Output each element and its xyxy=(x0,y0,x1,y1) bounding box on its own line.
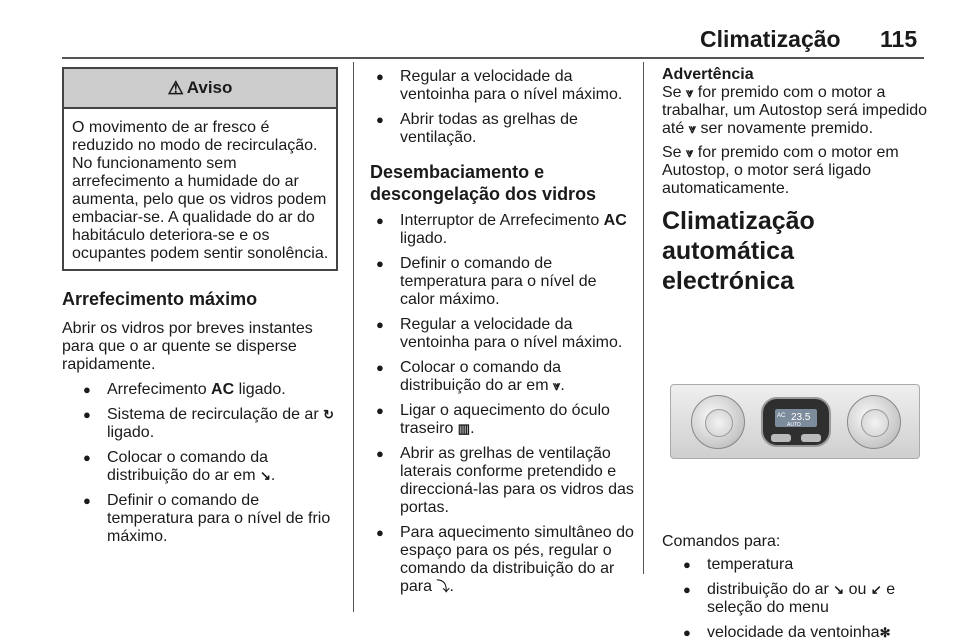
list-item: ● Definir o comando de temperatura para o nível de frio máximo. xyxy=(62,492,342,546)
defrost-icon: ⩔ xyxy=(686,145,694,160)
fan-speed-knob xyxy=(847,395,901,449)
warning-title: Aviso xyxy=(186,78,233,97)
display-button-right xyxy=(801,434,821,442)
defrost-icon: ⩔ xyxy=(688,121,697,136)
column-divider-2 xyxy=(643,62,644,574)
climate-control-panel-image xyxy=(662,322,924,517)
auto-climate-heading: Climatização automática electrónica xyxy=(662,207,815,295)
list-item: ● Colocar o comando da distribuição do ar em ⩔. xyxy=(370,359,635,395)
list-item: ● Interruptor de Arrefecimento AC ligado. xyxy=(370,212,635,248)
control-panel xyxy=(670,384,920,459)
list-item: ● Sistema de recirculação de ar ↻ ligado. xyxy=(62,406,342,442)
list-item: ● temperatura xyxy=(662,556,928,574)
svg-text:23.5: 23.5 xyxy=(791,412,811,423)
list-item: ● distribuição do ar ↘ ou ↙ e seleção do menu xyxy=(662,581,928,617)
header-title: Climatização xyxy=(700,26,841,52)
defrost-icon: ⩔ xyxy=(686,85,694,100)
max-cooling-list xyxy=(62,381,342,546)
list-item: ● Definir o comando de temperatura para o nível de calor máximo. xyxy=(370,255,635,309)
recirculation-icon: ↻ xyxy=(323,407,335,422)
climate-display xyxy=(761,397,831,447)
defrost-list xyxy=(370,212,635,596)
max-cooling-intro: Abrir os vidros por breves instantes para que o ar quente se disperse rapidamente. xyxy=(62,320,313,373)
rear-window-heating-icon: ▥ xyxy=(457,421,471,436)
controls-intro: Comandos para: xyxy=(662,533,781,550)
temperature-knob xyxy=(691,395,745,449)
defrost-heading: Desembaciamento e descongelação dos vidros xyxy=(370,162,597,204)
air-distribution-icon: ↘ xyxy=(833,582,845,597)
air-distribution-upper-icon: ↘ xyxy=(259,468,271,483)
note-paragraph-2: Se ⩔ for premido com o motor em Autostop, o motor será ligado automaticamente. xyxy=(662,144,899,197)
note-paragraph-1: Se ⩔ for premido com o motor a trabalhar, um Autostop será impedido até ⩔ ser novamente premido. xyxy=(662,84,928,137)
list-item: ● Arrefecimento AC ligado. xyxy=(62,381,342,399)
list-item: ● Abrir todas as grelhas de ventilação. xyxy=(370,111,635,147)
note-title: Advertência xyxy=(662,66,754,83)
air-distribution-windscreen-footwell-icon: ⤵ xyxy=(436,579,450,594)
warning-triangle-icon: ⚠ xyxy=(167,77,184,98)
list-item: ● Para aquecimento simultâneo do espaço para os pés, regular o comando da distribuição do ar para ⤵. xyxy=(370,524,635,596)
svg-text:AC: AC xyxy=(777,413,786,419)
list-item: ● velocidade da ventoinha✻ xyxy=(662,624,928,642)
column-divider-1 xyxy=(353,62,354,612)
lcd-readout xyxy=(775,409,817,427)
fan-icon: ✻ xyxy=(879,625,891,640)
list-item: ● Regular a velocidade da ventoinha para o nível máximo. xyxy=(370,68,635,104)
column-3 xyxy=(662,62,928,642)
warning-box xyxy=(62,67,338,271)
max-cooling-heading: Arrefecimento máximo xyxy=(62,289,258,309)
list-item: ● Abrir as grelhas de ventilação laterais conforme pretendido e direccioná-las para os vidros das portas. xyxy=(370,445,635,517)
controls-list xyxy=(662,556,928,642)
column-1 xyxy=(62,62,342,546)
list-item: ● Colocar o comando da distribuição do ar em ↘. xyxy=(62,449,342,485)
display-button-left xyxy=(771,434,791,442)
header-rule xyxy=(62,57,924,59)
warning-header xyxy=(64,69,336,109)
list-item: ● Ligar o aquecimento do óculo traseiro ▥. xyxy=(370,402,635,438)
column-2 xyxy=(370,62,635,596)
defrost-icon: ⩔ xyxy=(552,378,561,393)
lcd-screen xyxy=(775,409,817,427)
warning-text: O movimento de ar fresco é reduzido no modo de recirculação. No funcionamento sem arrefecimento a humidade do ar aumenta, pelo que os vidros podem embaciar-se. A qualidade do ar do habitáculo deteriora-se e os ocupantes podem sentir sonolência. xyxy=(72,119,329,262)
list-item: ● Regular a velocidade da ventoinha para o nível máximo. xyxy=(370,316,635,352)
svg-text:AUTO: AUTO xyxy=(787,422,801,427)
page-number: 115 xyxy=(880,26,918,52)
air-distribution-footwell-icon: ↙ xyxy=(870,582,882,597)
col2-top-list xyxy=(370,68,635,147)
